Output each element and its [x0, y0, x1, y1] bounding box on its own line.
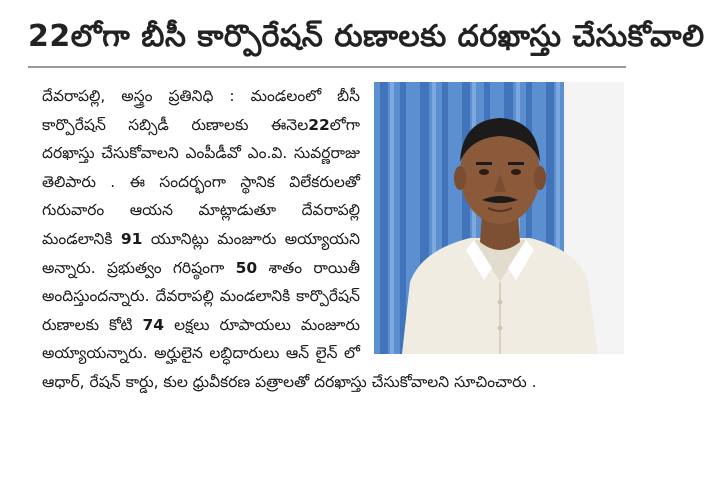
article-text-part-2: లోగా దరఖాస్తు చేసుకోవాలని ఎంపీడీవో ఎం.వి. సువర్ణరాజు తెలిపారు . ఈ సందర్భంగా స్థానిక విలేకరులతో గురువారం ఆయన మాట్లాడుతూ దేవరాపల్లి మండలానికి — [42, 115, 360, 248]
deadline-date: 22 — [308, 115, 330, 134]
headline-divider — [28, 66, 626, 68]
officer-portrait-photo — [374, 82, 624, 354]
article-body — [42, 82, 624, 397]
dateline: దేవరాపల్లి, అస్త్రం ప్రతినిధి : — [42, 87, 235, 105]
loan-amount-lakhs: 74 — [142, 315, 165, 334]
article-text-part-3: యూనిట్లు మంజూరు అయ్యాయని అన్నారు. ప్రభుత్వం గరిష్ఠంగా — [42, 229, 360, 277]
article-text-part-1: మండలంలో బీసీ కార్పొరేషన్ సబ్సిడీ రుణాలకు ఈనెల — [42, 87, 360, 134]
article-text-part-5: లక్షలు రూపాయలు మంజూరు అయ్యాయన్నారు. అర్హులైన లబ్ధిదారులు ఆన్ లైన్ లో ఆధార్, రేషన్ కార్డు, కుల ధ్రువీకరణ పత్రాలతో దరఖాస్తు చేసుకోవాలని సూచించారు . — [42, 315, 537, 391]
subsidy-percent: 50 — [235, 258, 258, 277]
article-text-part-4: శాతం రాయితీ అందిస్తుందన్నారు. దేవరాపల్లి మండలానికి కార్పొరేషన్ రుణాలకు కోటి — [42, 258, 360, 334]
portrait-illustration — [374, 82, 624, 354]
headline: 22లోగా బీసీ కార్పొరేషన్ రుణాలకు దరఖాస్తు చేసుకోవాలి — [28, 19, 705, 54]
units-count: 91 — [120, 229, 143, 248]
